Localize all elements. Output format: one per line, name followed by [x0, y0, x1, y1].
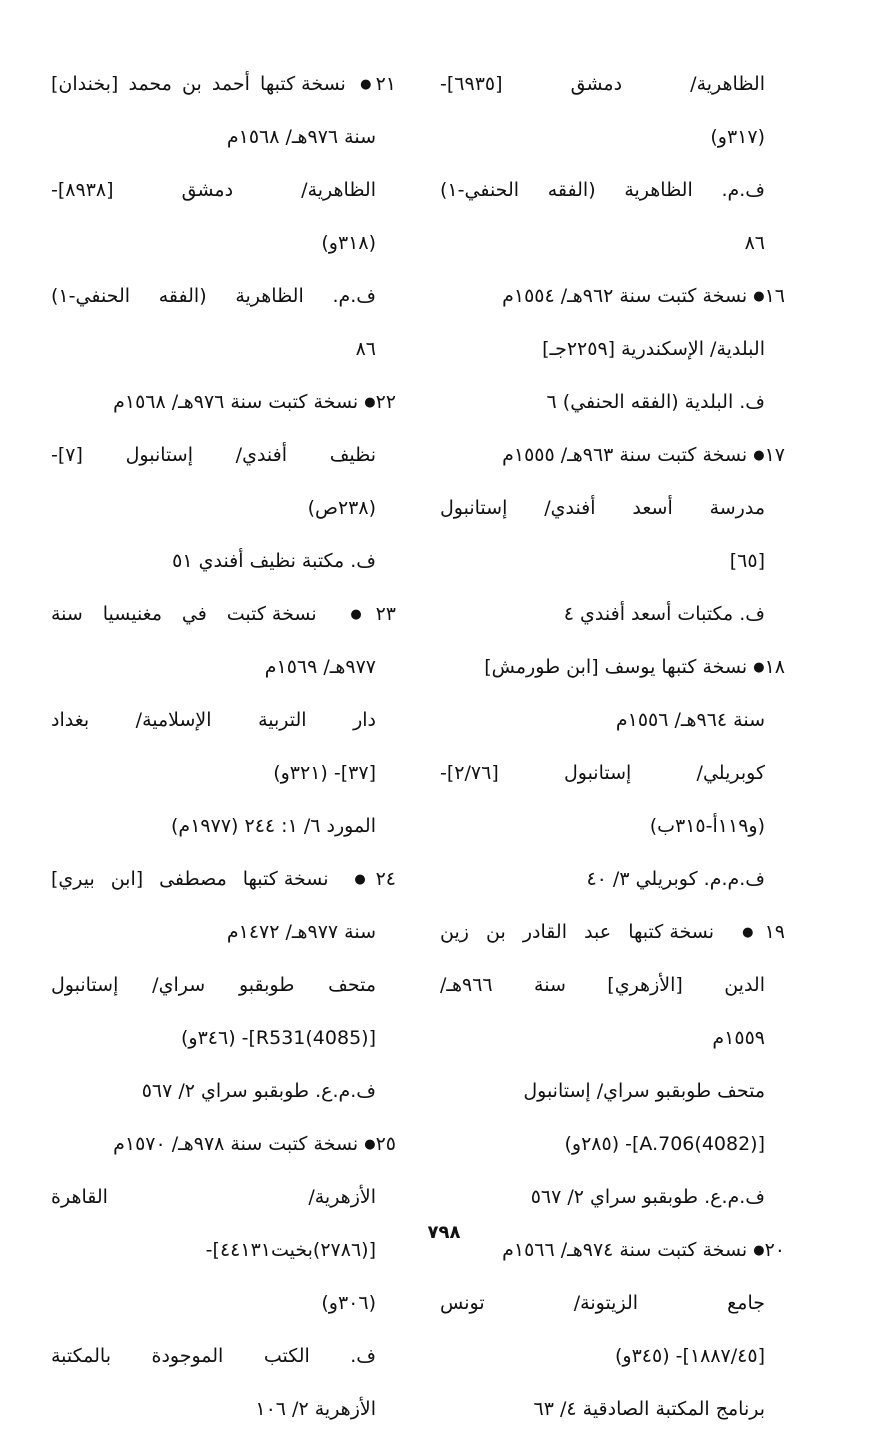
- entry-number: ١٧: [764, 444, 785, 466]
- entry-text: [٦٥]: [729, 550, 765, 572]
- bullet-icon: ●: [753, 289, 765, 304]
- entry-text: [R531(4085)]- (٣٤٦و): [180, 1027, 376, 1049]
- entry-text: نسخة كتبت سنة ٩٦٣هـ/ ١٥٥٥م: [502, 444, 748, 466]
- page-number: ٧٩٨: [427, 1222, 461, 1243]
- entry-heading-line: [440, 270, 785, 323]
- entry-line: [51, 111, 396, 164]
- entry-text: سنة ٩٧٦هـ/ ١٥٦٨م: [226, 126, 376, 148]
- entry-text: (٣٠٦و): [321, 1292, 376, 1314]
- entry-text: نسخة كتبها عبد القادر بن زين: [440, 921, 715, 943]
- entry-heading-line: [440, 906, 785, 959]
- entry-text: نسخة كتبت سنة ٩٦٢هـ/ ١٥٥٤م: [502, 285, 748, 307]
- entry-line: [440, 164, 785, 217]
- entry-text: نسخة كتبها يوسف [ابن طورمش]: [484, 656, 748, 678]
- entry-text: الظاهرية/ دمشق [٦٩٣٥]-: [440, 73, 765, 95]
- entry-line: [51, 747, 396, 800]
- entry-heading-line: [51, 853, 396, 906]
- entry-number: ٢٢: [375, 391, 396, 413]
- entry-text: البلدية/ الإسكندرية [٢٢٥٩جـ]: [542, 338, 765, 360]
- entry-line: [440, 217, 785, 270]
- entry-line: [51, 1171, 396, 1224]
- entry-number: ١٦: [764, 285, 785, 307]
- entry-text: نسخة كتبت في مغنيسيا سنة: [51, 603, 317, 625]
- entry-text: نسخة كتبت سنة ٩٧٤هـ/ ١٥٦٦م: [502, 1239, 748, 1261]
- entry-number: ٢٣: [375, 603, 397, 625]
- entry-text: جامع الزيتونة/ تونس: [440, 1292, 765, 1314]
- entry-text: الدين [الأزهري] سنة ٩٦٦هـ/: [440, 974, 765, 996]
- entry-number: ٢٥: [375, 1133, 396, 1155]
- entry-text: (٣١٨و): [321, 232, 376, 254]
- entry-line: [440, 482, 785, 535]
- entry-line: [440, 58, 785, 111]
- bullet-icon: ●: [344, 872, 376, 887]
- entry-text: ف. الكتب الموجودة بالمكتبة: [51, 1345, 376, 1367]
- entry-text: [(4082)A.706]- (٢٨٥و): [564, 1133, 765, 1155]
- bullet-icon: ●: [356, 77, 376, 92]
- entry-line: [51, 1330, 396, 1383]
- entry-line: [440, 853, 785, 906]
- entry-line: [51, 694, 396, 747]
- entry-heading-line: [51, 1118, 396, 1171]
- entry-text: (٢٣٨ص): [307, 497, 376, 519]
- bullet-icon: ●: [753, 660, 765, 675]
- entry-text: نسخة كتبها مصطفى [ابن بيري]: [51, 868, 329, 890]
- entry-line: [51, 323, 396, 376]
- entry-heading-line: [440, 641, 785, 694]
- entry-line: [51, 270, 396, 323]
- entry-line: [440, 747, 785, 800]
- entry-line: [440, 1330, 785, 1383]
- entry-line: [440, 1171, 785, 1224]
- entry-text: ف.م.ع. طوبقبو سراي ٢/ ٥٦٧: [530, 1186, 765, 1208]
- entry-line: [51, 429, 396, 482]
- entry-text: [(٢٧٨٦)بخيت٤٤١٣١]-: [205, 1239, 376, 1261]
- entry-line: [51, 164, 396, 217]
- entry-text: متحف طوبقبو سراي/ إستانبول: [523, 1080, 765, 1102]
- bullet-icon: ●: [364, 1137, 376, 1152]
- entry-text: نظيف أفندي/ إستانبول [٧]-: [51, 444, 376, 466]
- entry-text: ٨٦: [355, 338, 376, 360]
- entry-line: [51, 535, 396, 588]
- entry-text: كوبريلي/ إستانبول [٢/٧٦]-: [440, 762, 765, 784]
- entry-line: [440, 959, 785, 1012]
- entry-number: ١٨: [764, 656, 785, 678]
- entry-text: الأزهرية/ القاهرة: [51, 1186, 376, 1208]
- entry-text: نسخة كتبت سنة ٩٧٦هـ/ ١٥٦٨م: [113, 391, 359, 413]
- bullet-icon: ●: [336, 607, 376, 622]
- entry-line: [440, 588, 785, 641]
- entry-text: ف. البلدية (الفقه الحنفي) ٦: [546, 391, 765, 413]
- entry-text: سنة ٩٧٧هـ/ ١٤٧٢م: [226, 921, 376, 943]
- entry-text: ٩٧٧هـ/ ١٥٦٩م: [264, 656, 376, 678]
- bullet-icon: ●: [753, 1243, 765, 1258]
- entry-text: ٨٦: [744, 232, 765, 254]
- entry-text: ف.م. الظاهرية (الفقه الحنفي-١): [51, 285, 376, 307]
- entry-text: ١٥٥٩م: [712, 1027, 765, 1049]
- entry-text: ف.م.م. كوبريلي ٣/ ٤٠: [586, 868, 765, 890]
- entry-number: ٢١: [375, 73, 396, 95]
- entry-text: برنامج المكتبة الصادقية ٤/ ٦٣: [533, 1398, 765, 1420]
- entry-text: ف.م.ع. طوبقبو سراي ٢/ ٥٦٧: [141, 1080, 376, 1102]
- entry-text: [١٨٨٧/٤٥]- (٣٤٥و): [614, 1345, 765, 1367]
- entry-heading-line: [440, 429, 785, 482]
- entry-text: متحف طوبقبو سراي/ إستانبول: [51, 974, 376, 996]
- entry-heading-line: [51, 58, 396, 111]
- entry-line: [51, 641, 396, 694]
- entry-line: [51, 906, 396, 959]
- entry-text: نسخة كتبت سنة ٩٧٨هـ/ ١٥٧٠م: [113, 1133, 359, 1155]
- entry-line: [440, 1065, 785, 1118]
- entry-line: [51, 217, 396, 270]
- entry-line: [440, 1012, 785, 1065]
- entry-line: [440, 323, 785, 376]
- entry-text: ف. مكتبات أسعد أفندي ٤: [563, 603, 765, 625]
- entry-line: [440, 1277, 785, 1330]
- entry-line: [51, 482, 396, 535]
- entry-line: [440, 694, 785, 747]
- entry-number: ١٩: [764, 921, 786, 943]
- bullet-icon: ●: [753, 448, 765, 463]
- entry-text: (و١١٩أ-٣١٥ب): [649, 815, 765, 837]
- entry-text: الظاهرية/ دمشق [٨٩٣٨]-: [51, 179, 376, 201]
- entry-text: ف. مكتبة نظيف أفندي ٥١: [172, 550, 376, 572]
- entry-line: [51, 1383, 396, 1436]
- entry-line: [51, 1012, 396, 1065]
- entry-text: المورد ٦/ ١: ٢٤٤ (١٩٧٧م): [171, 815, 376, 837]
- entry-text: الأزهرية ٢/ ١٠٦: [255, 1398, 376, 1420]
- entry-line: [51, 1277, 396, 1330]
- entry-text: دار التربية الإسلامية/ بغداد: [51, 709, 376, 731]
- entry-line: [440, 1118, 785, 1171]
- entry-line: [51, 959, 396, 1012]
- entry-text: نسخة كتبها أحمد بن محمد [بخندان]: [51, 73, 346, 95]
- entry-text: سنة ٩٦٤هـ/ ١٥٥٦م: [615, 709, 765, 731]
- entry-text: (٣١٧و): [710, 126, 765, 148]
- entry-line: [440, 111, 785, 164]
- entry-heading-line: [51, 588, 396, 641]
- entry-line: [440, 535, 785, 588]
- entry-heading-line: [51, 376, 396, 429]
- entry-text: مدرسة أسعد أفندي/ إستانبول: [440, 497, 765, 519]
- entry-line: [51, 800, 396, 853]
- entry-line: [440, 800, 785, 853]
- entry-text: [٣٧]- (٣٢١و): [273, 762, 376, 784]
- entry-line: [51, 1065, 396, 1118]
- entry-number: ٢٠: [764, 1239, 785, 1261]
- bullet-icon: ●: [364, 395, 376, 410]
- entry-line: [440, 376, 785, 429]
- entry-text: ف.م. الظاهرية (الفقه الحنفي-١): [440, 179, 765, 201]
- bullet-icon: ●: [731, 925, 765, 940]
- entry-line: [440, 1383, 785, 1436]
- entry-number: ٢٤: [375, 868, 397, 890]
